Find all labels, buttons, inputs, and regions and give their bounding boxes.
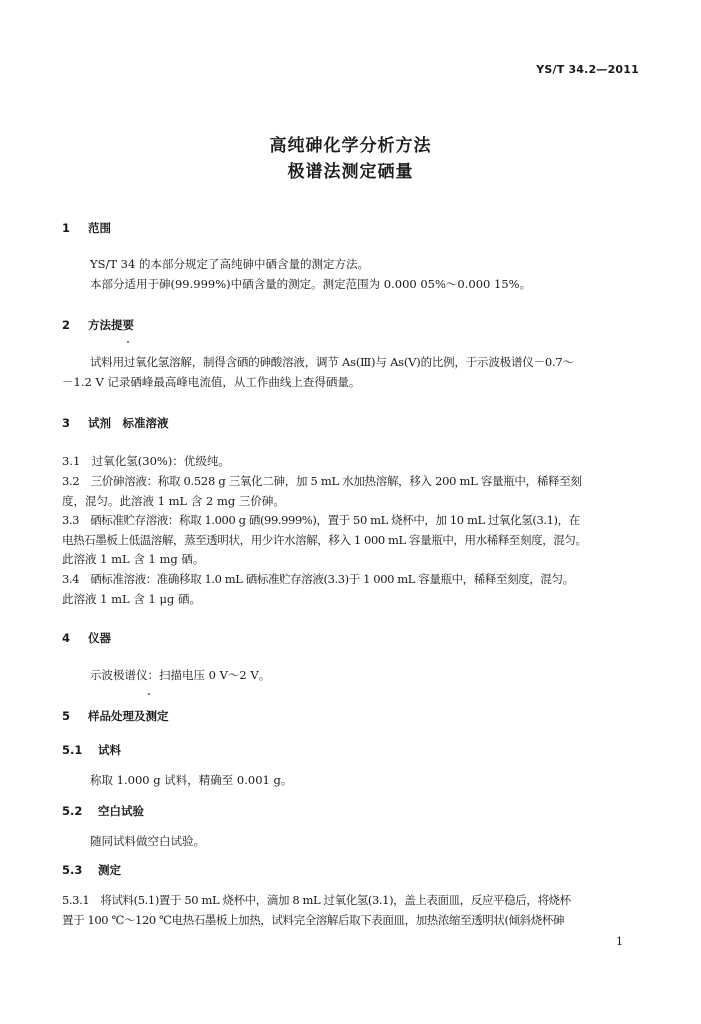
section-2-number: 2 bbox=[62, 318, 71, 332]
subsection-5-2-title: 空白试验 bbox=[98, 804, 144, 818]
section-5-number: 5 bbox=[62, 709, 71, 723]
item-3-4-line-2: 此溶液 1 mL 含 1 μg 硒。 bbox=[62, 592, 201, 606]
item-3-4-line-1: 3.4 硒标准溶液：准确移取 1.0 mL 硒标准贮存溶液(3.3)于 1 000 mL 容量瓶中，稀释至刻度，混匀。 bbox=[62, 572, 574, 586]
page-number: 1 bbox=[616, 935, 623, 948]
subsection-5-1-title: 试料 bbox=[98, 743, 121, 757]
section-1-title: 范围 bbox=[88, 221, 111, 235]
item-3-3-line-2: 电热石墨板上低温溶解，蒸至透明状，用少许水溶解，移入 1 000 mL 容量瓶中，用水稀释至刻度，混匀。 bbox=[62, 533, 587, 547]
section-2-title: 方法提要 bbox=[88, 318, 134, 332]
section-1-heading bbox=[62, 220, 111, 236]
subsection-5-3-title: 测定 bbox=[98, 863, 121, 877]
subsection-5-1-paragraph: 称取 1.000 g 试料，精确至 0.001 g。 bbox=[90, 773, 293, 787]
section-1-number: 1 bbox=[62, 221, 71, 235]
section-4-heading bbox=[62, 630, 111, 646]
section-3-number: 3 bbox=[62, 416, 71, 430]
item-5-3-1-line-1: 5.3.1 将试料(5.1)置于 50 mL 烧杯中，滴加 8 mL 过氧化氢(3.1)，盖上表面皿，反应平稳后，将烧杯 bbox=[62, 893, 571, 907]
document-title-line2: 极谱法测定硒量 bbox=[287, 162, 414, 182]
section-2-line-2: －1.2 V 记录硒峰最高峰电流值，从工作曲线上查得硒量。 bbox=[62, 375, 361, 389]
scan-speck bbox=[148, 693, 150, 695]
item-3-1: 3.1 过氧化氢(30%)：优级纯。 bbox=[62, 454, 230, 468]
section-4-paragraph: 示波极谱仪：扫描电压 0 V～2 V。 bbox=[90, 668, 271, 682]
section-2-heading bbox=[62, 317, 134, 333]
item-3-3-line-3: 此溶液 1 mL 含 1 mg 硒。 bbox=[62, 552, 205, 566]
standard-number: YS/T 34.2—2011 bbox=[536, 63, 639, 76]
item-3-3-line-1: 3.3 硒标准贮存溶液：称取 1.000 g 硒(99.999%)，置于 50 mL 烧杯中，加 10 mL 过氧化氢(3.1)，在 bbox=[62, 513, 580, 527]
item-5-3-1-line-2: 置于 100 ℃～120 ℃电热石墨板上加热，试料完全溶解后取下表面皿，加热浓缩至透明状(倾斜烧杯砷 bbox=[62, 913, 565, 927]
subsection-5-2-heading bbox=[62, 803, 144, 819]
item-3-2-line-1: 3.2 三价砷溶液：称取 0.528 g 三氧化二砷，加 5 mL 水加热溶解，移入 200 mL 容量瓶中，稀释至刻 bbox=[62, 474, 582, 488]
section-4-title: 仪器 bbox=[88, 631, 111, 645]
section-3-heading bbox=[62, 415, 169, 431]
section-2-line-1: 试料用过氧化氢溶解，制得含硒的砷酸溶液，调节 As(Ⅲ)与 As(Ⅴ)的比例，于示波极谱仪－0.7～ bbox=[90, 355, 574, 369]
section-1-paragraph-1: YS/T 34 的本部分规定了高纯砷中硒含量的测定方法。 bbox=[90, 257, 369, 271]
scan-speck bbox=[127, 341, 129, 343]
subsection-5-1-heading bbox=[62, 742, 121, 758]
document-title-line1: 高纯砷化学分析方法 bbox=[269, 136, 432, 156]
item-3-2-line-2: 度，混匀。此溶液 1 mL 含 2 mg 三价砷。 bbox=[62, 494, 285, 508]
section-3-title: 试剂 标准溶液 bbox=[88, 416, 169, 430]
subsection-5-2-paragraph: 随同试料做空白试验。 bbox=[90, 834, 205, 848]
subsection-5-2-number: 5.2 bbox=[62, 804, 83, 818]
subsection-5-3-heading bbox=[62, 862, 121, 878]
section-1-paragraph-2: 本部分适用于砷(99.999%)中硒含量的测定。测定范围为 0.000 05%～0.000 15%。 bbox=[90, 277, 532, 291]
subsection-5-3-number: 5.3 bbox=[62, 863, 83, 877]
subsection-5-1-number: 5.1 bbox=[62, 743, 83, 757]
section-5-title: 样品处理及测定 bbox=[88, 709, 169, 723]
section-5-heading bbox=[62, 708, 169, 724]
section-4-number: 4 bbox=[62, 631, 71, 645]
